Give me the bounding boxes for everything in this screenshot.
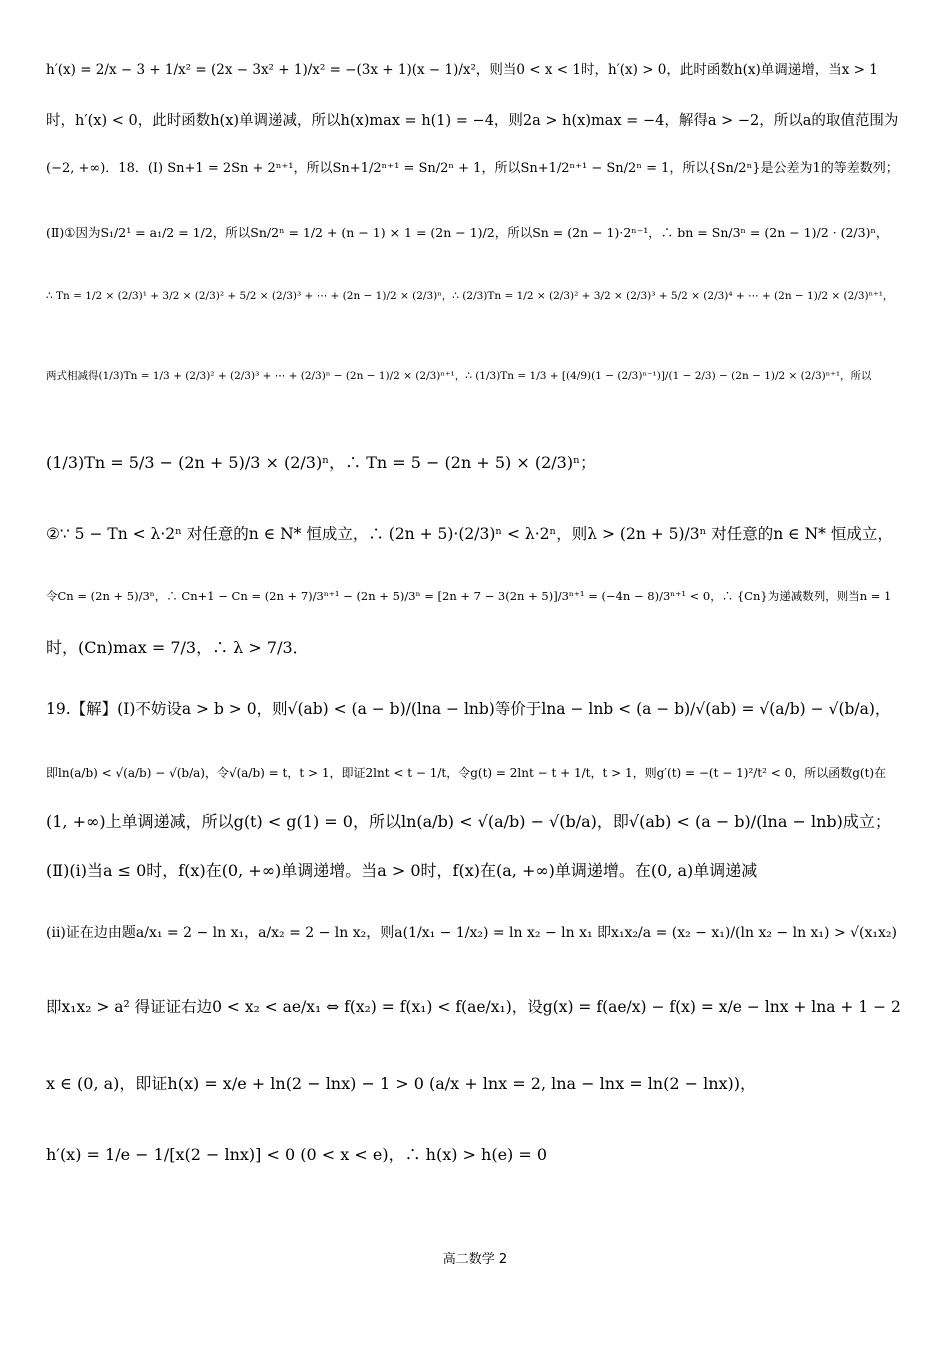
text-line: 即ln(a/b) < √(a/b) − √(b/a)，令√(a/b) = t，t > 1，即证2lnt < t − 1/t，令g(t) = 2lnt − t + 1/t，t > 1，则g′(t) = −(t − 1)²/t² < 0，所以函数g(t)在 (46, 766, 887, 780)
text-line: (1/3)Tn = 5/3 − (2n + 5)/3 × (2/3)ⁿ，∴ Tn = 5 − (2n + 5) × (2/3)ⁿ； (46, 453, 597, 472)
text-line: (−2, +∞)．18．(Ⅰ) Sn+1 = 2Sn + 2ⁿ⁺¹，所以Sn+1/2ⁿ⁺¹ = Sn/2ⁿ + 1，所以Sn+1/2ⁿ⁺¹ − Sn/2ⁿ = 1，所以{Sn/2ⁿ}是公差为1的等差数列； (46, 161, 899, 176)
text-line: 令Cn = (2n + 5)/3ⁿ，∴ Cn+1 − Cn = (2n + 7)/3ⁿ⁺¹ − (2n + 5)/3ⁿ = [2n + 7 − 3(2n + 5)]/3ⁿ⁺¹ = (−4n − 8)/3ⁿ⁺¹ < 0，∴ {Cn}为递减数列，则当n = 1 (46, 589, 892, 603)
text-line: ∴ Tn = 1/2 × (2/3)¹ + 3/2 × (2/3)² + 5/2 × (2/3)³ + ⋯ + (2n − 1)/2 × (2/3)ⁿ，∴ (2/3)Tn = 1/2 × (2/3)² + 3/2 × (2/3)³ + 5/2 × (2/3)⁴ + ⋯ + (2n − 1)/2 × (2/3)ⁿ⁺¹， (46, 290, 894, 302)
text-line: (ⅱ)证在边由题a/x₁ = 2 − ln x₁，a/x₂ = 2 − ln x₂，则a(1/x₁ − 1/x₂) = ln x₂ − ln x₁ 即x₁x₂/a = (x₂ − x₁)/(ln x₂ − ln x₁) > √(x₁x₂) (46, 925, 897, 941)
text-line: ②∵ 5 − Tn < λ·2ⁿ 对任意的n ∈ N* 恒成立，∴ (2n + 5)·(2/3)ⁿ < λ·2ⁿ，则λ > (2n + 5)/3ⁿ 对任意的n ∈ N* 恒成立， (46, 525, 893, 543)
text-line: 两式相减得(1/3)Tn = 1/3 + (2/3)² + (2/3)³ + ⋯ + (2/3)ⁿ − (2n − 1)/2 × (2/3)ⁿ⁺¹，∴ (1/3)Tn = 1/3 + [(4/9)(1 − (2/3)ⁿ⁻¹)]/(1 − 2/3) − (2n − 1)/2 × (2/3)ⁿ⁺¹，所以 (46, 370, 872, 382)
text-line: 19.【解】(Ⅰ)不妨设a > b > 0，则√(ab) < (a − b)/(lna − lnb)等价于lna − lnb < (a − b)/√(ab) = √(a/b) − √(b/a)， (46, 700, 891, 718)
text-line: 时，h′(x) < 0，此时函数h(x)单调递减，所以h(x)max = h(1) = −4，则2a > h(x)max = −4，解得a > −2，所以a的取值范围为 (46, 113, 899, 129)
page-footer: 高二数学 2 (442, 1252, 508, 1267)
text-line: h′(x) = 2/x − 3 + 1/x² = (2x − 3x² + 1)/x² = −(3x + 1)(x − 1)/x²，则当0 < x < 1时，h′(x) > 0，此时函数h(x)单调递增，当x > 1 (46, 62, 878, 78)
text-line: 时，(Cn)max = 7/3，∴ λ > 7/3． (46, 638, 309, 657)
text-line: 即x₁x₂ > a² 得证证右边0 < x₂ < ae/x₁ ⇔ f(x₂) = f(x₁) < f(ae/x₁)，设g(x) = f(ae/x) − f(x) = x/e − lnx + lna + 1 − 2 (46, 998, 901, 1016)
text-line: (Ⅱ)①因为S₁/2¹ = a₁/2 = 1/2，所以Sn/2ⁿ = 1/2 + (n − 1) × 1 = (2n − 1)/2，所以Sn = (2n − 1)·2ⁿ⁻¹，∴ bn = Sn/3ⁿ = (2n − 1)/2 · (2/3)ⁿ， (46, 225, 889, 240)
text-line: (Ⅱ)(ⅰ)当a ≤ 0时，f(x)在(0, +∞)单调递增。当a > 0时，f(x)在(a, +∞)单调递增。在(0, a)单调递减 (46, 861, 758, 880)
text-line: h′(x) = 1/e − 1/[x(2 − lnx)] < 0 (0 < x < e)，∴ h(x) > h(e) = 0 (46, 1145, 548, 1164)
text-line: (1, +∞)上单调递减，所以g(t) < g(1) = 0，所以ln(a/b) < √(a/b) − √(b/a)，即√(ab) < (a − b)/(lna − lnb)成立； (46, 812, 891, 831)
text-line: x ∈ (0, a)，即证h(x) = x/e + ln(2 − lnx) − 1 > 0 (a/x + lnx = 2, lna − lnx = ln(2 − lnx))， (46, 1074, 757, 1093)
